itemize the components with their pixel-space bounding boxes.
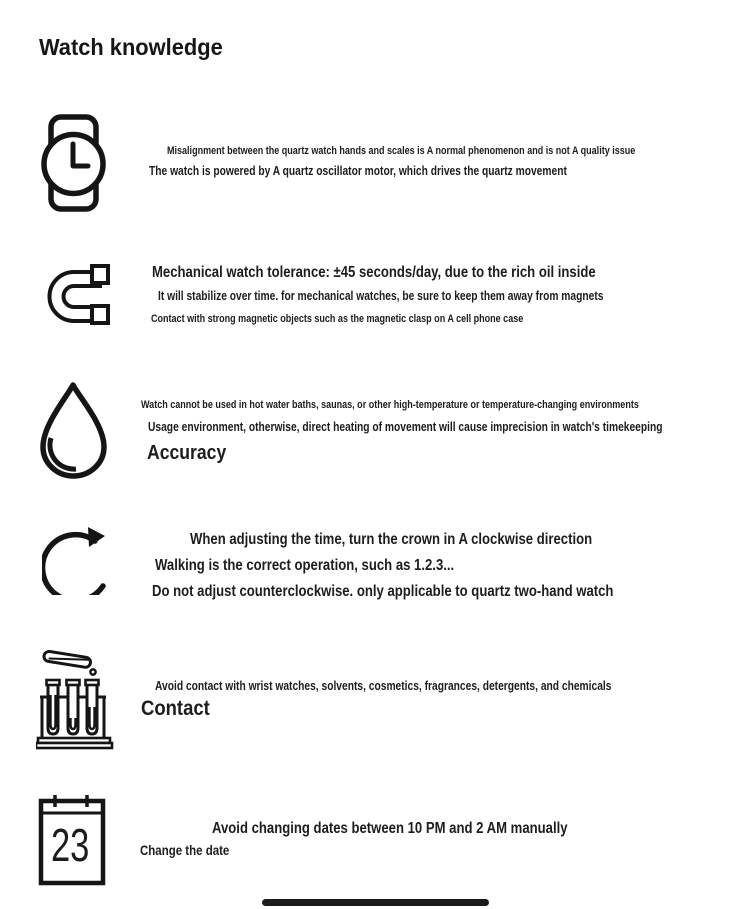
section-heading-contact: Contact <box>141 697 210 720</box>
clockwise-arrow-icon <box>42 520 112 595</box>
page-title: Watch knowledge <box>39 34 223 60</box>
section-line: Watch cannot be used in hot water baths, saunas, or other high-temperature or temperature-changing environments <box>141 399 639 411</box>
calendar-day: 23 <box>51 819 90 871</box>
test-tubes-icon <box>36 645 116 753</box>
section-heading-accuracy: Accuracy <box>147 442 227 464</box>
section-line: The watch is powered by A quartz oscillator motor, which drives the quartz movement <box>149 164 567 178</box>
section-line: Change the date <box>140 842 230 858</box>
section-line: Avoid changing dates between 10 PM and 2 AM manually <box>212 820 568 837</box>
home-indicator[interactable] <box>262 899 489 906</box>
section-line: Do not adjust counterclockwise. only applicable to quartz two-hand watch <box>152 583 614 600</box>
section-line: Avoid contact with wrist watches, solvents, cosmetics, fragrances, detergents, and chemicals <box>155 679 612 693</box>
water-drop-icon <box>38 380 110 480</box>
magnet-icon <box>40 258 112 330</box>
section-line: Usage environment, otherwise, direct heating of movement will cause imprecision in watch's timekeeping <box>148 420 663 434</box>
section-line: Mechanical watch tolerance: ±45 seconds/day, due to the rich oil inside <box>152 264 596 281</box>
section-line: Misalignment between the quartz watch hands and scales is A normal phenomenon and is not A quality issue <box>167 145 636 157</box>
watch-icon <box>40 110 110 215</box>
section-line: Contact with strong magnetic objects such as the magnetic clasp on A cell phone case <box>151 313 524 325</box>
section-line: Walking is the correct operation, such as 1.2.3... <box>155 557 455 574</box>
section-line: It will stabilize over time. for mechanical watches, be sure to keep them away from magnets <box>158 289 604 303</box>
section-line: When adjusting the time, turn the crown in A clockwise direction <box>190 531 593 548</box>
